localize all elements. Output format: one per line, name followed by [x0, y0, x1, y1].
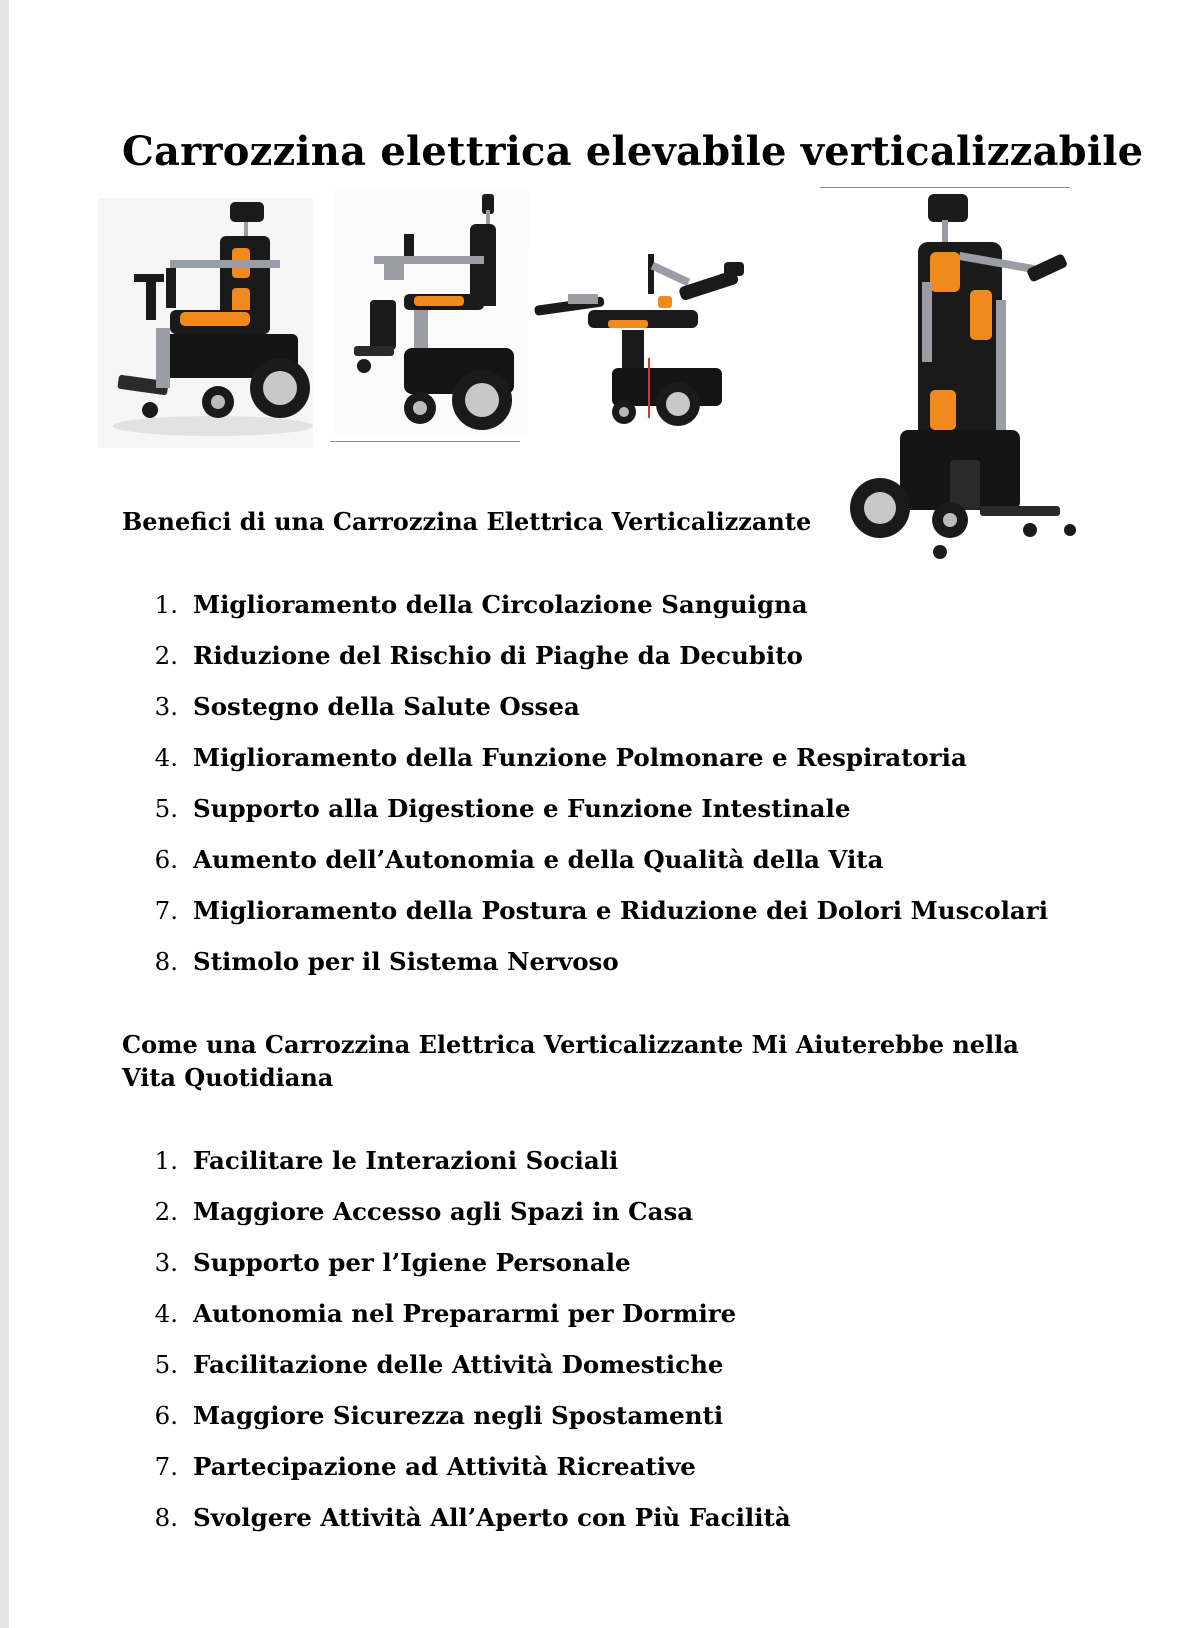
list-text: Supporto per l’Igiene Personale — [193, 1248, 631, 1277]
image-underline-rule — [330, 441, 520, 442]
title-underline-rule — [820, 187, 1070, 188]
wheelchair-standing-image — [830, 190, 1080, 570]
list-text: Supporto alla Digestione e Funzione Intestinale — [193, 794, 851, 823]
list-number: 6. — [154, 845, 178, 874]
list-number: 7. — [154, 1452, 178, 1481]
list-number: 6. — [154, 1401, 178, 1430]
page-left-edge — [0, 0, 9, 1628]
list-text: Maggiore Accesso agli Spazi in Casa — [193, 1197, 694, 1226]
list-number: 5. — [154, 1350, 178, 1379]
list-text: Riduzione del Rischio di Piaghe da Decubito — [193, 641, 803, 670]
list-number: 4. — [154, 1299, 178, 1328]
power-wheelchair-reclined-photo-icon — [528, 248, 758, 438]
section-heading-vita-quotidiana: Come una Carrozzina Elettrica Verticalizzante Mi Aiuterebbe nella Vita Quotidiana — [122, 1030, 1019, 1092]
document-title: Carrozzina elettrica elevabile verticalizzabile — [122, 128, 1144, 175]
power-wheelchair-standing-photo-icon — [830, 190, 1080, 570]
list-number: 7. — [154, 896, 178, 925]
list-text: Stimolo per il Sistema Nervoso — [193, 947, 619, 976]
list-text: Maggiore Sicurezza negli Spostamenti — [193, 1401, 724, 1430]
list-number: 1. — [154, 1146, 178, 1175]
list-number: 3. — [154, 1248, 178, 1277]
list-number: 4. — [154, 743, 178, 772]
wheelchair-elevated-image — [334, 190, 529, 435]
power-wheelchair-elevated-photo-icon — [334, 190, 529, 435]
list-text: Aumento dell’Autonomia e della Qualità della Vita — [193, 845, 884, 874]
list-text: Miglioramento della Funzione Polmonare e Respiratoria — [193, 743, 967, 772]
list-text: Facilitare le Interazioni Sociali — [193, 1146, 619, 1175]
list-text: Facilitazione delle Attività Domestiche — [193, 1350, 724, 1379]
list-text: Miglioramento della Circolazione Sanguigna — [193, 590, 808, 619]
list-number: 8. — [154, 1503, 178, 1532]
list-text: Svolgere Attività All’Aperto con Più Facilità — [193, 1503, 791, 1532]
list-text: Autonomia nel Prepararmi per Dormire — [193, 1299, 737, 1328]
list-number: 2. — [154, 1197, 178, 1226]
list-text: Sostegno della Salute Ossea — [193, 692, 580, 721]
list-number: 5. — [154, 794, 178, 823]
wheelchair-reclined-image — [528, 248, 758, 438]
section-heading-benefici: Benefici di una Carrozzina Elettrica Verticalizzante — [122, 507, 812, 536]
wheelchair-seated-image — [98, 198, 313, 448]
power-wheelchair-seated-photo-icon — [98, 198, 313, 448]
list-text: Miglioramento della Postura e Riduzione dei Dolori Muscolari — [193, 896, 1049, 925]
list-number: 1. — [154, 590, 178, 619]
list-number: 8. — [154, 947, 178, 976]
list-number: 3. — [154, 692, 178, 721]
list-number: 2. — [154, 641, 178, 670]
list-text: Partecipazione ad Attività Ricreative — [193, 1452, 696, 1481]
